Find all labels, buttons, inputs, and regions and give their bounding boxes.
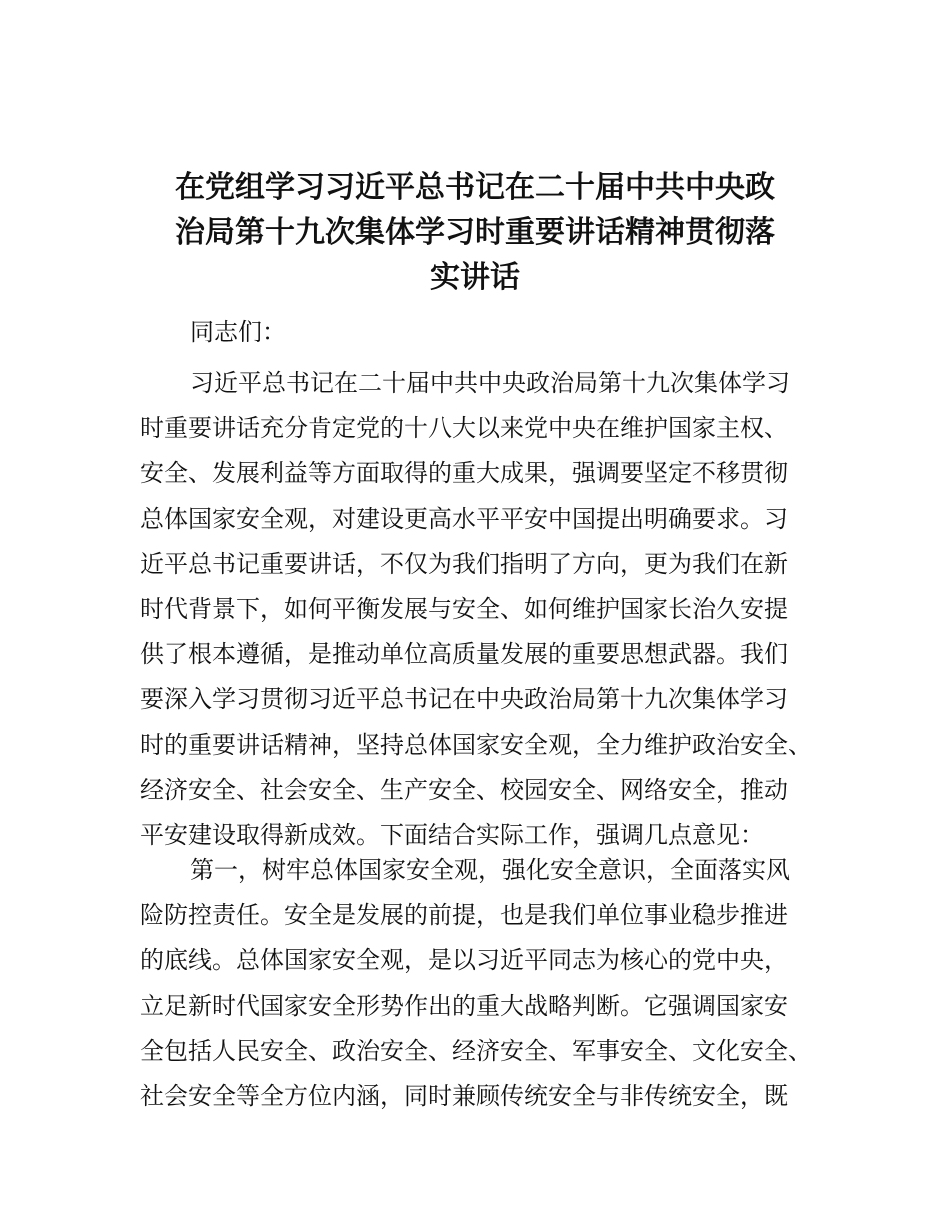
document-title bbox=[140, 165, 810, 300]
text-line: 供了根本遵循，是推动单位高质量发展的重要思想武器。我们 bbox=[140, 640, 788, 669]
salutation: 同志们： bbox=[190, 318, 286, 346]
text-line: 平安建设取得新成效。下面结合实际工作，强调几点意见： bbox=[140, 820, 764, 849]
text-line: 全包括人民安全、政治安全、经济安全、军事安全、文化安全、 bbox=[140, 1036, 812, 1065]
text-line: 的底线。总体国家安全观，是以习近平同志为核心的党中央， bbox=[140, 946, 788, 975]
text-line: 时重要讲话充分肯定党的十八大以来党中央在维护国家主权、 bbox=[140, 414, 788, 443]
title-line: 实讲话 bbox=[430, 260, 520, 295]
text-line: 险防控责任。安全是发展的前提，也是我们单位事业稳步推进 bbox=[140, 901, 788, 930]
paragraph-intro bbox=[140, 361, 830, 858]
paragraph-first-point bbox=[140, 848, 830, 1119]
text-line: 立足新时代国家安全形势作出的重大战略判断。它强调国家安 bbox=[140, 991, 788, 1020]
text-line: 近平总书记重要讲话，不仅为我们指明了方向，更为我们在新 bbox=[140, 549, 788, 578]
text-line: 社会安全等全方位内涵，同时兼顾传统安全与非传统安全，既 bbox=[140, 1081, 788, 1110]
text-line: 习近平总书记在二十届中共中央政治局第十九次集体学习 bbox=[190, 369, 790, 397]
text-line: 要深入学习贯彻习近平总书记在中央政治局第十九次集体学习 bbox=[140, 685, 788, 714]
text-line: 总体国家安全观，对建设更高水平平安中国提出明确要求。习 bbox=[140, 504, 788, 533]
title-line: 在党组学习习近平总书记在二十届中共中央政 bbox=[175, 170, 775, 205]
text-line: 安全、发展利益等方面取得的重大成果，强调要坚定不移贯彻 bbox=[140, 459, 788, 488]
text-line: 第一，树牢总体国家安全观，强化安全意识，全面落实风 bbox=[190, 856, 790, 884]
title-line: 治局第十九次集体学习时重要讲话精神贯彻落 bbox=[175, 215, 775, 250]
text-line: 经济安全、社会安全、生产安全、校园安全、网络安全，推动 bbox=[140, 775, 788, 804]
text-line: 时代背景下，如何平衡发展与安全、如何维护国家长治久安提 bbox=[140, 594, 788, 623]
text-line: 时的重要讲话精神，坚持总体国家安全观，全力维护政治安全、 bbox=[140, 730, 812, 759]
